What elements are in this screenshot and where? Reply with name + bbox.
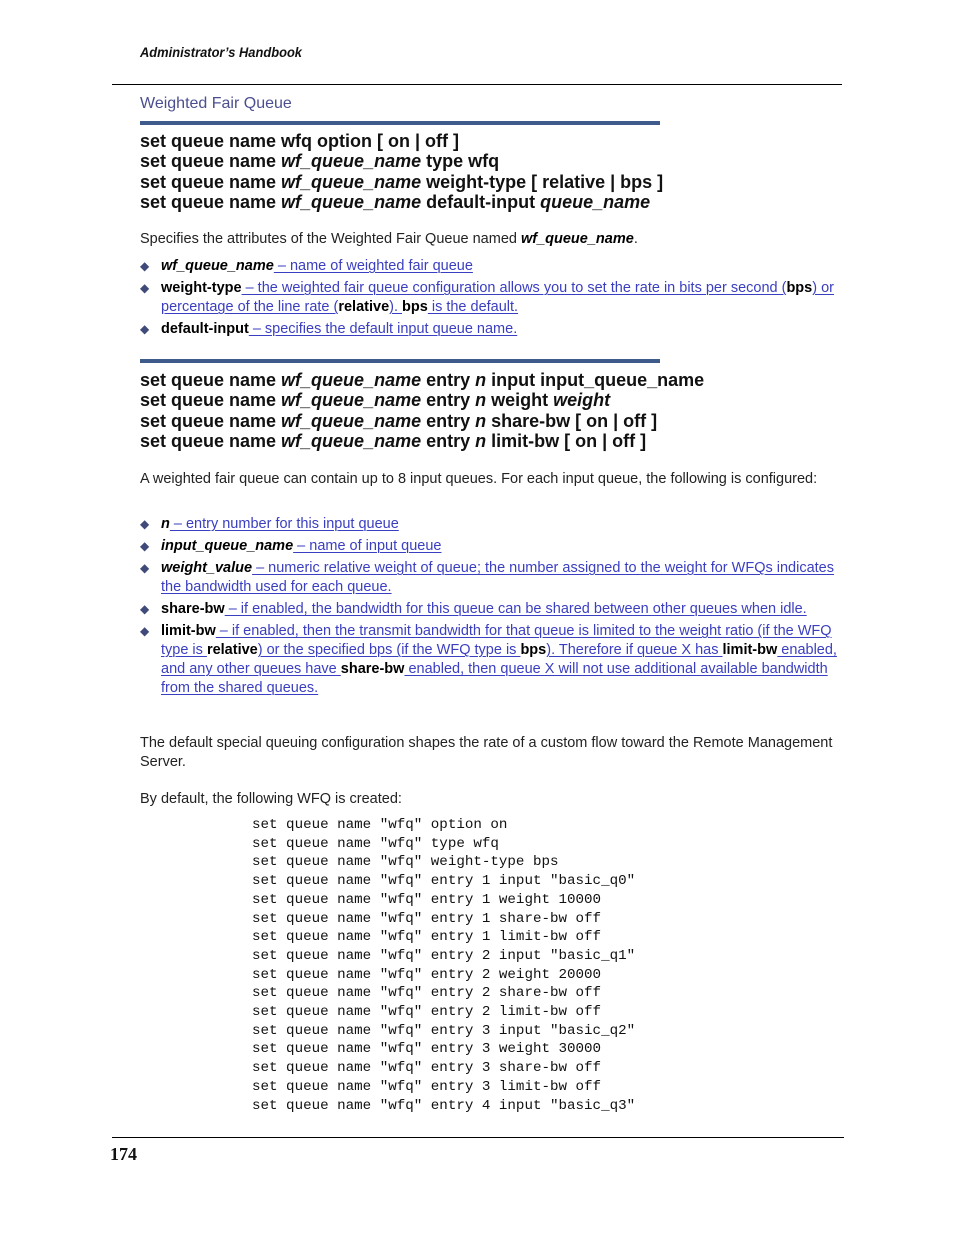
command-variable: n [475, 370, 487, 390]
parameter-list-1 [140, 257, 845, 342]
command-text: set queue name [140, 191, 282, 212]
text-run: Specifies the attributes of the Weighted Fair Queue named [140, 231, 521, 247]
code-line: set queue name "wfq" entry 4 input "basic_q3" [252, 1097, 636, 1114]
diamond-bullet-icon: ◆ [140, 624, 150, 638]
parameter-description: – if enabled, the bandwidth for this queue can be shared between other queues when idle. [224, 601, 807, 617]
command-variable: wf_queue_name [281, 151, 422, 172]
command-text: entry [421, 410, 476, 431]
parameter-description: is the default. [427, 299, 519, 315]
command-variable: n [475, 430, 487, 451]
default-config-paragraph: The default special queuing configuration shapes the rate of a custom flow toward the Remote Management Server. [140, 735, 833, 770]
default-wfq-paragraph: By default, the following WFQ is created: [140, 791, 402, 807]
text-run: . [633, 231, 638, 247]
section-title: Weighted Fair Queue [140, 95, 292, 112]
parameter-term: default-input [161, 321, 249, 337]
diamond-bullet-icon: ◆ [140, 281, 150, 295]
code-line: set queue name "wfq" entry 1 weight 10000 [252, 891, 602, 908]
parameter-term: bps [786, 280, 813, 296]
command-line [140, 431, 704, 451]
code-line: set queue name "wfq" entry 3 input "basic_q2" [252, 1022, 636, 1039]
parameter-term: weight-type [161, 280, 242, 296]
parameter-description: ) or the specified bps (if the WFQ type is [257, 642, 521, 658]
command-variable: wf_queue_name [281, 370, 422, 390]
diamond-bullet-icon: ◆ [140, 517, 150, 531]
command-text: entry [421, 430, 476, 451]
code-line: set queue name "wfq" entry 1 input "basic_q0" [252, 873, 636, 890]
parameter-description: – entry number for this input queue [169, 516, 399, 532]
code-line: set queue name "wfq" entry 3 limit-bw off [252, 1078, 602, 1095]
footer-rule [112, 1137, 844, 1138]
list-item [140, 515, 845, 534]
command-variable: wf_queue_name [281, 171, 422, 192]
command-variable: wf_queue_name [281, 191, 422, 212]
command-variable: wf_queue_name [281, 430, 422, 451]
command-variable: wf_queue_name [281, 410, 422, 431]
parameter-term: bps [520, 642, 547, 658]
command-text: set queue name [140, 390, 282, 411]
parameter-term: bps [402, 299, 428, 315]
parameter-description: – numeric relative weight of queue; the number assigned to the weight for WFQs indicates the bandwidth used for each queue. [161, 560, 834, 595]
running-header: Administrator’s Handbook [140, 44, 302, 60]
parameter-description: – the weighted fair queue configuration allows you to set the rate in bits per second ( [241, 280, 787, 296]
diamond-bullet-icon: ◆ [140, 259, 150, 273]
code-line: set queue name "wfq" entry 3 weight 30000 [252, 1041, 602, 1058]
command-variable: queue_name [540, 191, 651, 212]
list-item [140, 559, 845, 597]
parameter-description: – if enabled, then the transmit bandwidth for that queue is limited to the weight ratio (if the WFQ type is [161, 623, 832, 658]
command-text: weight-type [ relative | bps ] [421, 171, 664, 192]
code-line: set queue name "wfq" type wfq [252, 835, 499, 852]
list-item [140, 537, 845, 556]
command-variable: wf_queue_name [281, 390, 422, 411]
command-line [140, 370, 704, 390]
command-syntax-block-2 [140, 370, 704, 451]
command-text: limit-bw [ on | off ] [486, 430, 647, 451]
command-text: entry [421, 390, 476, 411]
parameter-term: share-bw [340, 661, 405, 677]
parameter-term: limit-bw [161, 623, 216, 639]
command-variable: weight [553, 390, 611, 411]
parameter-term: relative [338, 299, 390, 315]
list-item [140, 320, 845, 339]
diamond-bullet-icon: ◆ [140, 602, 150, 616]
code-line: set queue name "wfq" option on [252, 817, 508, 833]
command-text: type wfq [421, 151, 500, 172]
code-line: set queue name "wfq" entry 2 share-bw off [252, 985, 602, 1002]
command-text: share-bw [ on | off ] [486, 410, 658, 431]
code-line: set queue name "wfq" entry 1 share-bw off [252, 910, 602, 927]
parameter-description: enabled, then queue X will not use additional available bandwidth from the shared queues. [161, 661, 828, 696]
command-variable: n [475, 410, 487, 431]
text-run: A weighted fair queue can contain up to 8 input queues. For each input queue, the following is configured: [140, 471, 818, 487]
list-item [140, 279, 845, 317]
diamond-bullet-icon: ◆ [140, 322, 150, 336]
code-line: set queue name "wfq" entry 2 weight 20000 [252, 966, 602, 983]
list-item [140, 257, 845, 276]
command-text: set queue name [140, 151, 282, 172]
code-line: set queue name "wfq" entry 2 limit-bw off [252, 1004, 602, 1021]
command-line [140, 151, 663, 171]
command-text: set queue name [140, 430, 282, 451]
command-text: entry [421, 370, 476, 390]
parameter-description: enabled, and any other queues have [161, 642, 837, 677]
command-text: set queue name [140, 410, 282, 431]
code-line: set queue name "wfq" entry 3 share-bw off [252, 1060, 602, 1077]
command-line [140, 411, 704, 431]
parameter-description: ). [389, 299, 403, 315]
command-line [140, 192, 663, 212]
parameter-term: wf_queue_name [161, 258, 274, 274]
command-line [140, 390, 704, 410]
page-number: 174 [110, 1144, 137, 1164]
command-text: set queue name [140, 370, 282, 390]
parameter-term: weight_value [161, 560, 253, 576]
parameter-description: – specifies the default input queue name. [248, 321, 518, 337]
diamond-bullet-icon: ◆ [140, 539, 150, 553]
header-rule [112, 84, 842, 85]
parameter-term: wf_queue_name [520, 231, 634, 247]
parameter-term: n [161, 516, 170, 532]
diamond-bullet-icon: ◆ [140, 561, 150, 575]
command-syntax-block-1 [140, 131, 663, 212]
code-line: set queue name "wfq" entry 1 limit-bw off [252, 929, 602, 946]
command-text: input input_queue_name [486, 370, 705, 390]
parameter-description: ) or percentage of the line rate ( [161, 280, 834, 315]
list-item [140, 600, 845, 619]
command-variable: n [475, 390, 487, 411]
command-text: weight [486, 390, 554, 411]
command-text: set queue name [140, 171, 282, 192]
intro-paragraph-2 [140, 470, 845, 489]
parameter-term: input_queue_name [161, 538, 294, 554]
command-text: set queue name wfq option [ on | off ] [140, 131, 460, 151]
list-item [140, 622, 845, 698]
code-block [252, 816, 635, 1115]
parameter-term: share-bw [161, 601, 225, 617]
command-line [140, 131, 663, 151]
section-rule [140, 121, 660, 125]
command-text: default-input [421, 191, 541, 212]
parameter-term: limit-bw [722, 642, 778, 658]
parameter-description: – name of input queue [293, 538, 442, 554]
code-line: set queue name "wfq" weight-type bps [252, 854, 559, 871]
parameter-description: ). Therefore if queue X has [546, 642, 723, 658]
parameter-term: relative [206, 642, 258, 658]
code-line: set queue name "wfq" entry 2 input "basic_q1" [252, 947, 636, 964]
intro-paragraph-1 [140, 230, 845, 249]
parameter-list-2 [140, 515, 845, 701]
parameter-description: – name of weighted fair queue [273, 258, 473, 274]
section-rule-2 [140, 359, 660, 363]
command-line [140, 172, 663, 192]
